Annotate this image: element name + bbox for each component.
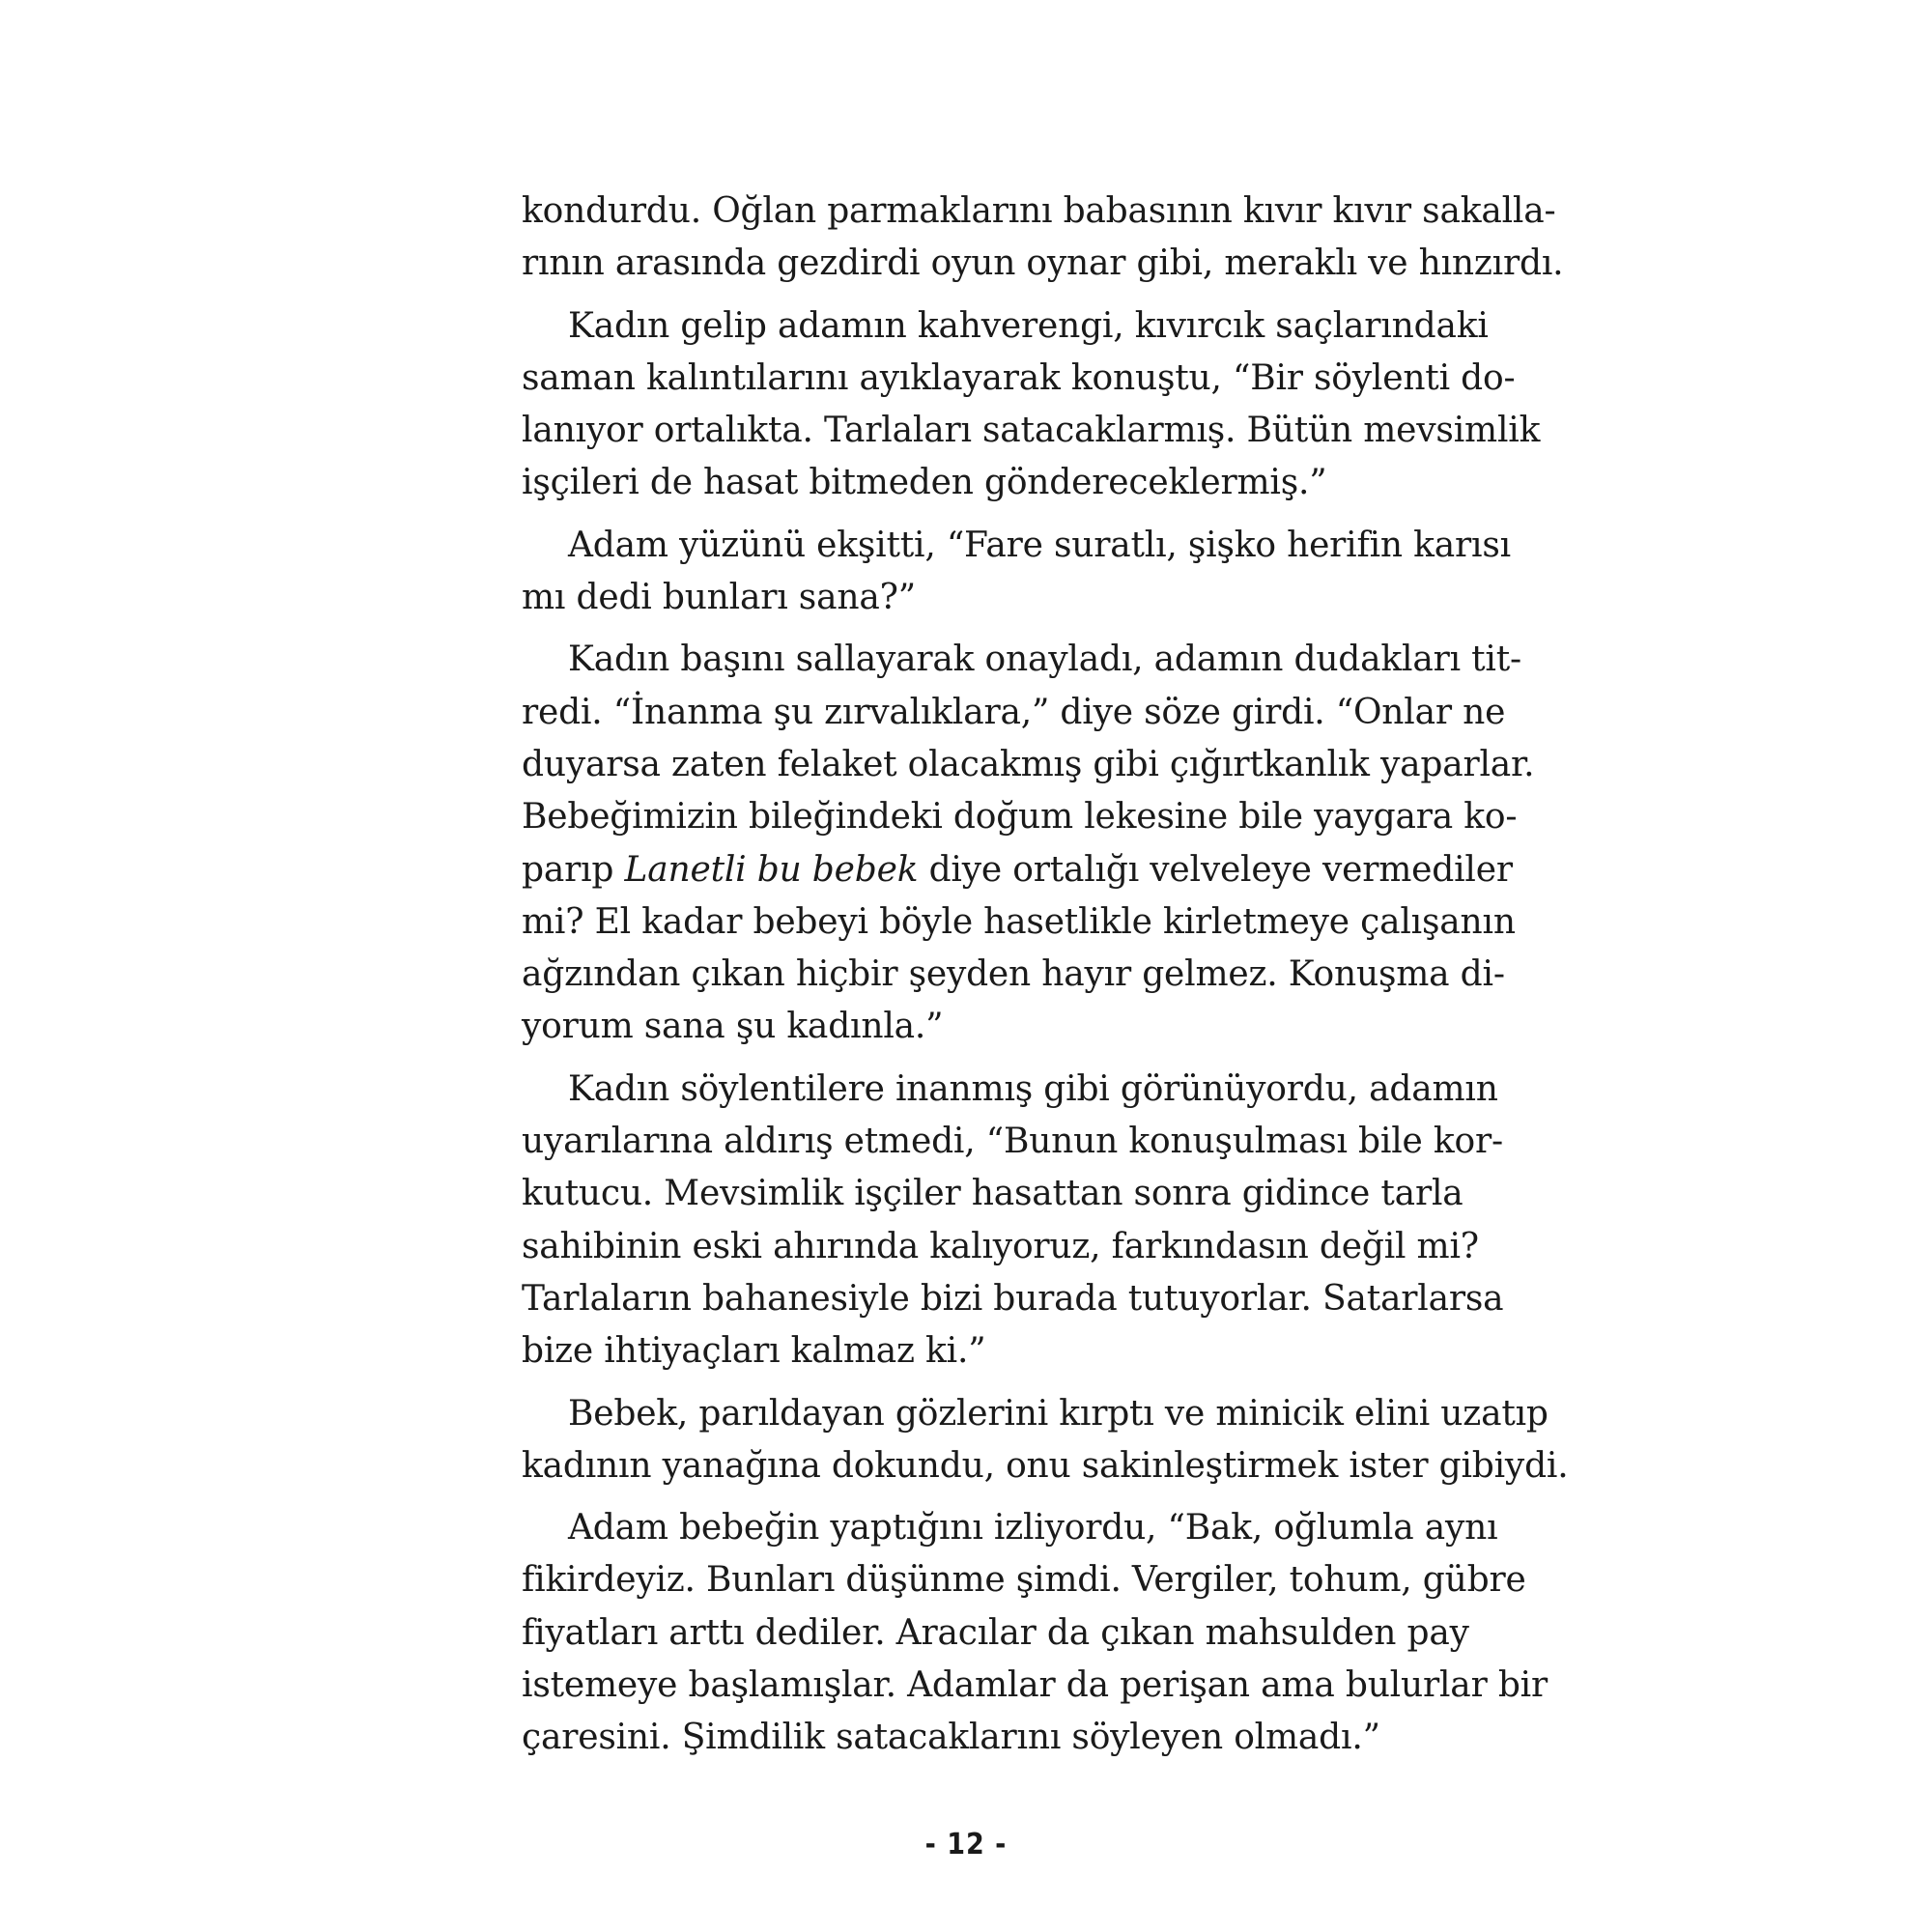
text-line: rının arasında gezdirdi oyun oynar gibi, meraklı ve hınzırdı.	[522, 243, 1564, 284]
text-line: Kadın söylentilere inanmış gibi görünüyordu, adamın	[568, 1068, 1498, 1109]
paragraph-7	[522, 1502, 1548, 1764]
text-line: Tarlaların bahanesiyle bizi burada tutuyorlar. Satarlarsa	[522, 1278, 1504, 1319]
text-line-with-italic	[522, 844, 1513, 896]
text-line: fiyatları arttı dediler. Aracılar da çıkan mahsulden pay	[522, 1612, 1469, 1653]
text-line: Adam yüzünü ekşitti, “Fare suratlı, şişko herifin karısı	[568, 525, 1511, 565]
paragraph-1	[522, 185, 1564, 291]
italic-phrase: Lanetli bu bebek	[624, 849, 919, 890]
text-line: ağzından çıkan hiçbir şeyden hayır gelmez. Konuşma di-	[522, 954, 1505, 995]
text-line: sahibinin eski ahırında kalıyoruz, farkındasın değil mi?	[522, 1226, 1479, 1266]
page-number: - 12 -	[924, 1828, 1008, 1861]
text-line: redi. “İnanma şu zırvalıklara,” diye söze girdi. “Onlar ne	[522, 692, 1506, 732]
text-line: fikirdeyiz. Bunları düşünme şimdi. Vergiler, tohum, gübre	[522, 1560, 1526, 1601]
paragraph-5	[522, 1064, 1504, 1378]
paragraph-4	[522, 634, 1535, 1053]
paragraph-6	[522, 1388, 1569, 1493]
text-line: kutucu. Mevsimlik işçiler hasattan sonra gidince tarla	[522, 1174, 1463, 1214]
text-line: yorum sana şu kadınla.”	[522, 1007, 944, 1047]
text-line: kadının yanağına dokundu, onu sakinleştirmek ister gibiydi.	[522, 1445, 1569, 1486]
text-line: Kadın başını sallayarak onayladı, adamın dudakları tit-	[568, 639, 1521, 680]
text-line: uyarılarına aldırış etmedi, “Bunun konuşulması bile kor-	[522, 1122, 1503, 1162]
paragraph-2	[522, 300, 1541, 510]
text-line: Adam bebeğin yaptığını izliyordu, “Bak, oğlumla aynı	[568, 1508, 1498, 1548]
text-line: mi? El kadar bebeyi böyle hasetlikle kirletmeye çalışanın	[522, 901, 1516, 942]
text-line: işçileri de hasat bitmeden göndereceklermiş.”	[522, 463, 1327, 503]
text-line: istemeye başlamışlar. Adamlar da perişan ama bulurlar bir	[522, 1665, 1548, 1706]
text-line: bize ihtiyaçları kalmaz ki.”	[522, 1331, 986, 1372]
text-line: duyarsa zaten felaket olacakmış gibi çığırtkanlık yaparlar.	[522, 744, 1535, 784]
text-segment: diye ortalığı velveleye vermediler	[918, 849, 1513, 890]
text-line: Bebeğimizin bileğindeki doğum lekesine bile yaygara ko-	[522, 797, 1518, 838]
paragraph-3	[522, 520, 1511, 625]
text-line: çaresini. Şimdilik satacaklarını söyleyen olmadı.”	[522, 1718, 1380, 1758]
text-line: Bebek, parıldayan gözlerini kırptı ve minicik elini uzatıp	[568, 1393, 1548, 1434]
body-text	[522, 185, 1569, 1775]
text-line: saman kalıntılarını ayıklayarak konuştu, “Bir söylenti do-	[522, 357, 1516, 398]
text-line: mı dedi bunları sana?”	[522, 578, 916, 618]
text-line: lanıyor ortalıkta. Tarlaları satacaklarmış. Bütün mevsimlik	[522, 411, 1541, 451]
text-line: Kadın gelip adamın kahverengi, kıvırcık saçlarındaki	[568, 305, 1489, 346]
text-segment: parıp	[522, 849, 625, 890]
text-line: kondurdu. Oğlan parmaklarını babasının kıvır kıvır sakalla-	[522, 191, 1556, 231]
